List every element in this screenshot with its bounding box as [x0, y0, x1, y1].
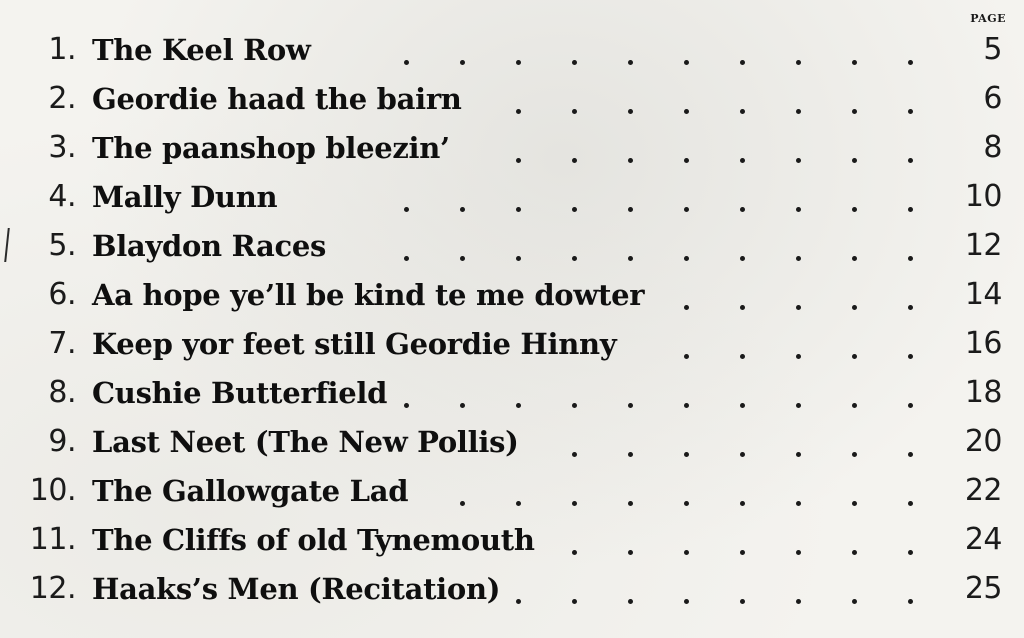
leader-dot: [460, 256, 465, 261]
leader-dot: [740, 403, 745, 408]
entry-page: 8: [983, 130, 1002, 165]
leader-dot: [796, 256, 801, 261]
entry-number: 7.: [48, 326, 76, 361]
leader-dot: [852, 158, 857, 163]
leader-dot: [516, 501, 521, 506]
leader-dot: [516, 158, 521, 163]
leader-dot: [572, 60, 577, 65]
toc-entry: [0, 320, 1024, 368]
entry-title: Aa hope ye’ll be kind te me dowter: [92, 278, 645, 312]
dot-leader: [0, 26, 1024, 74]
toc-entry: [0, 467, 1024, 515]
dot-leader: [0, 369, 1024, 417]
leader-dot: [460, 60, 465, 65]
leader-dot: [908, 403, 913, 408]
leader-dot: [572, 158, 577, 163]
leader-dot: [628, 207, 633, 212]
leader-dot: [796, 109, 801, 114]
leader-dot: [628, 599, 633, 604]
leader-dot: [684, 109, 689, 114]
dot-leader: [0, 173, 1024, 221]
entry-number: 10.: [29, 473, 76, 508]
leader-dot: [796, 158, 801, 163]
dot-leader: [0, 320, 1024, 368]
leader-dot: [852, 109, 857, 114]
leader-dot: [404, 403, 409, 408]
leader-dot: [684, 550, 689, 555]
leader-dot: [908, 305, 913, 310]
leader-dot: [740, 354, 745, 359]
dot-leader: [0, 418, 1024, 466]
entry-number: 6.: [48, 277, 76, 312]
leader-dot: [740, 550, 745, 555]
entry-title: The Keel Row: [92, 33, 311, 67]
leader-dot: [796, 599, 801, 604]
entry-page: 25: [964, 571, 1002, 606]
entry-page: 20: [964, 424, 1002, 459]
leader-dot: [796, 550, 801, 555]
leader-dot: [516, 207, 521, 212]
entry-number: 9.: [48, 424, 76, 459]
leader-dot: [628, 256, 633, 261]
leader-dot: [516, 60, 521, 65]
leader-dot: [404, 60, 409, 65]
leader-dot: [740, 60, 745, 65]
leader-dot: [572, 501, 577, 506]
entry-page: 10: [964, 179, 1002, 214]
leader-dot: [572, 599, 577, 604]
leader-dot: [516, 109, 521, 114]
leader-dot: [796, 403, 801, 408]
leader-dot: [908, 452, 913, 457]
leader-dot: [684, 207, 689, 212]
entry-title: Blaydon Races: [92, 229, 327, 263]
dot-leader: [0, 271, 1024, 319]
entry-title: Mally Dunn: [92, 180, 278, 214]
toc-entry: [0, 418, 1024, 466]
entry-title: The Gallowgate Lad: [92, 474, 409, 508]
toc-entry: [0, 369, 1024, 417]
leader-dot: [796, 305, 801, 310]
leader-dot: [460, 207, 465, 212]
leader-dot: [404, 207, 409, 212]
leader-dot: [572, 550, 577, 555]
leader-dot: [628, 109, 633, 114]
toc-entry: [0, 516, 1024, 564]
leader-dot: [516, 599, 521, 604]
toc-entry: [0, 222, 1024, 270]
dot-leader: [0, 124, 1024, 172]
leader-dot: [460, 403, 465, 408]
toc-entry: [0, 271, 1024, 319]
entry-page: 24: [964, 522, 1002, 557]
leader-dot: [852, 550, 857, 555]
leader-dot: [684, 403, 689, 408]
toc-entry: [0, 173, 1024, 221]
leader-dot: [740, 599, 745, 604]
leader-dot: [852, 305, 857, 310]
leader-dot: [852, 207, 857, 212]
entry-title: Last Neet (The New Pollis): [92, 425, 519, 459]
leader-dot: [740, 158, 745, 163]
leader-dot: [516, 403, 521, 408]
leader-dot: [908, 109, 913, 114]
leader-dot: [572, 256, 577, 261]
entry-number: 3.: [48, 130, 76, 165]
leader-dot: [852, 452, 857, 457]
entry-number: 5.: [48, 228, 76, 263]
leader-dot: [908, 256, 913, 261]
leader-dot: [852, 403, 857, 408]
entry-title: The Cliffs of old Tynemouth: [92, 523, 535, 557]
leader-dot: [404, 256, 409, 261]
entry-page: 14: [964, 277, 1002, 312]
leader-dot: [740, 452, 745, 457]
leader-dot: [796, 60, 801, 65]
leader-dot: [852, 256, 857, 261]
leader-dot: [852, 501, 857, 506]
leader-dot: [684, 354, 689, 359]
entry-page: 18: [964, 375, 1002, 410]
entry-number: 1.: [48, 32, 76, 67]
entry-page: 16: [964, 326, 1002, 361]
leader-dot: [740, 256, 745, 261]
leader-dot: [796, 501, 801, 506]
leader-dot: [908, 60, 913, 65]
page-column-header: PAGE: [970, 12, 1006, 25]
entry-number: 12.: [29, 571, 76, 606]
entry-page: 6: [983, 81, 1002, 116]
leader-dot: [908, 550, 913, 555]
leader-dot: [740, 207, 745, 212]
leader-dot: [684, 256, 689, 261]
leader-dot: [628, 403, 633, 408]
leader-dot: [460, 501, 465, 506]
leader-dot: [572, 207, 577, 212]
leader-dot: [684, 60, 689, 65]
leader-dot: [628, 158, 633, 163]
leader-dot: [852, 599, 857, 604]
leader-dot: [908, 501, 913, 506]
leader-dot: [796, 354, 801, 359]
entry-title: Keep yor feet still Geordie Hinny: [92, 327, 617, 361]
entry-title: Haaks’s Men (Recitation): [92, 572, 501, 606]
toc-entry: [0, 565, 1024, 613]
dot-leader: [0, 467, 1024, 515]
leader-dot: [852, 60, 857, 65]
leader-dot: [796, 452, 801, 457]
dot-leader: [0, 516, 1024, 564]
leader-dot: [740, 305, 745, 310]
entry-title: Cushie Butterfield: [92, 376, 388, 410]
leader-dot: [908, 207, 913, 212]
entry-title: The paanshop bleezin’: [92, 131, 450, 165]
entry-page: 12: [964, 228, 1002, 263]
leader-dot: [908, 354, 913, 359]
leader-dot: [628, 452, 633, 457]
leader-dot: [852, 354, 857, 359]
leader-dot: [908, 158, 913, 163]
leader-dot: [908, 599, 913, 604]
dot-leader: [0, 222, 1024, 270]
leader-dot: [796, 207, 801, 212]
entry-title: Geordie haad the bairn: [92, 82, 462, 116]
entry-number: 2.: [48, 81, 76, 116]
entry-number: 4.: [48, 179, 76, 214]
toc-entry: [0, 26, 1024, 74]
leader-dot: [572, 452, 577, 457]
entry-number: 8.: [48, 375, 76, 410]
leader-dot: [572, 109, 577, 114]
dot-leader: [0, 565, 1024, 613]
entry-number: 11.: [29, 522, 76, 557]
dot-leader: [0, 75, 1024, 123]
leader-dot: [628, 60, 633, 65]
toc-entry: [0, 75, 1024, 123]
leader-dot: [684, 501, 689, 506]
leader-dot: [628, 501, 633, 506]
leader-dot: [684, 158, 689, 163]
leader-dot: [740, 501, 745, 506]
leader-dot: [572, 403, 577, 408]
toc-entry: [0, 124, 1024, 172]
leader-dot: [684, 305, 689, 310]
leader-dot: [740, 109, 745, 114]
leader-dot: [516, 256, 521, 261]
leader-dot: [684, 452, 689, 457]
leader-dot: [684, 599, 689, 604]
leader-dot: [628, 550, 633, 555]
entry-page: 22: [964, 473, 1002, 508]
entry-page: 5: [983, 32, 1002, 67]
